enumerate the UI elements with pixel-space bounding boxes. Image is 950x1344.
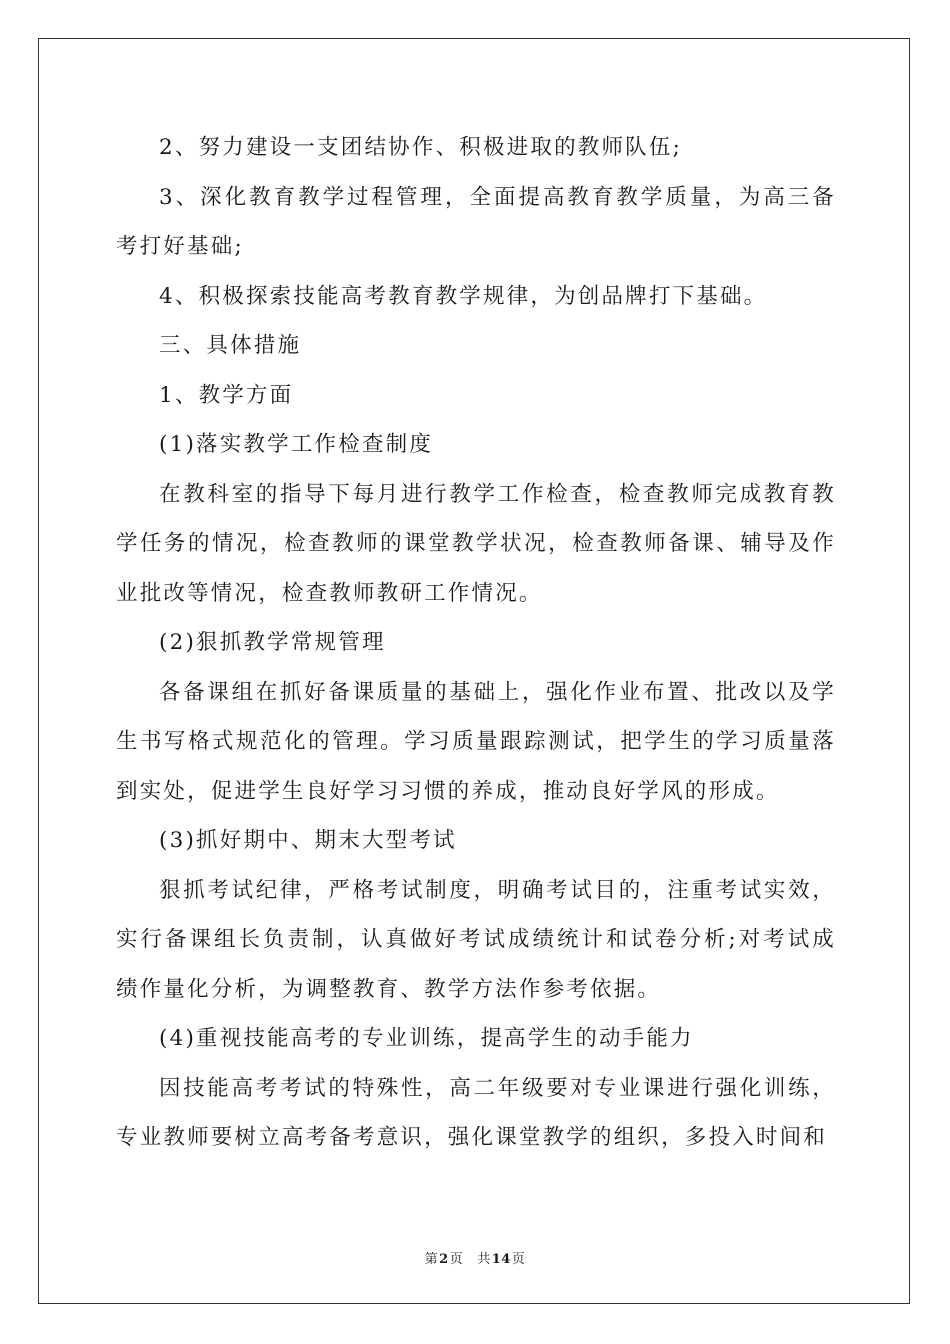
item-heading-2: (2)狠抓教学常规管理 (159, 630, 386, 655)
footer-total-pages: 14 (491, 1252, 511, 1267)
item-heading-1: (1)落实教学工作检查制度 (159, 432, 434, 457)
paragraph-item-2: 各备课组在抓好备课质量的基础上，强化作业布置、批改以及学生书写格式规范化的管理。学习质量跟踪测试，把学生的学习质量落到实处，促进学生良好学习习惯的养成，推动良好学风的形成。 (116, 679, 836, 804)
paragraph-item-1: 在教科室的指导下每月进行教学工作检查，检查教师完成教育教学任务的情况，检查教师的课堂教学状况，检查教师备课、辅导及作业批改等情况，检查教师教研工作情况。 (116, 481, 836, 606)
subheading-teaching: 1、教学方面 (159, 382, 294, 408)
paragraph-goal-4: 4、积极探索技能高考教育教学规律，为创品牌打下基础。 (159, 283, 768, 309)
paragraph-goal-3: 3、深化教育教学过程管理，全面提高教育教学质量，为高三备考打好基础; (116, 184, 836, 259)
item-heading-3: (3)抓好期中、期末大型考试 (159, 828, 457, 853)
footer-total-prefix: 共 (477, 1252, 491, 1267)
item-heading-4: (4)重视技能高考的专业训练，提高学生的动手能力 (159, 1026, 694, 1051)
paragraph-item-4: 因技能高考考试的特殊性，高二年级要对专业课进行强化训练，专业教师要树立高考备考意识，强化课堂教学的组织，多投入时间和 (116, 1075, 836, 1150)
section-heading-measures: 三、具体措施 (159, 333, 302, 358)
footer-total-suffix: 页 (511, 1252, 526, 1267)
paragraph-item-3: 狠抓考试纪律，严格考试制度，明确考试目的，注重考试实效，实行备课组长负责制，认真做好考试成绩统计和试卷分析;对考试成绩作量化分析，为调整教育、教学方法作参考依据。 (116, 877, 836, 1002)
document-body (116, 123, 836, 1163)
paragraph-goal-2: 2、努力建设一支团结协作、积极进取的教师队伍; (159, 135, 683, 160)
footer-page-suffix: 页 (449, 1252, 464, 1267)
page-footer (0, 1248, 950, 1267)
footer-page-prefix: 第 (424, 1252, 439, 1267)
footer-page-number: 2 (439, 1252, 449, 1267)
